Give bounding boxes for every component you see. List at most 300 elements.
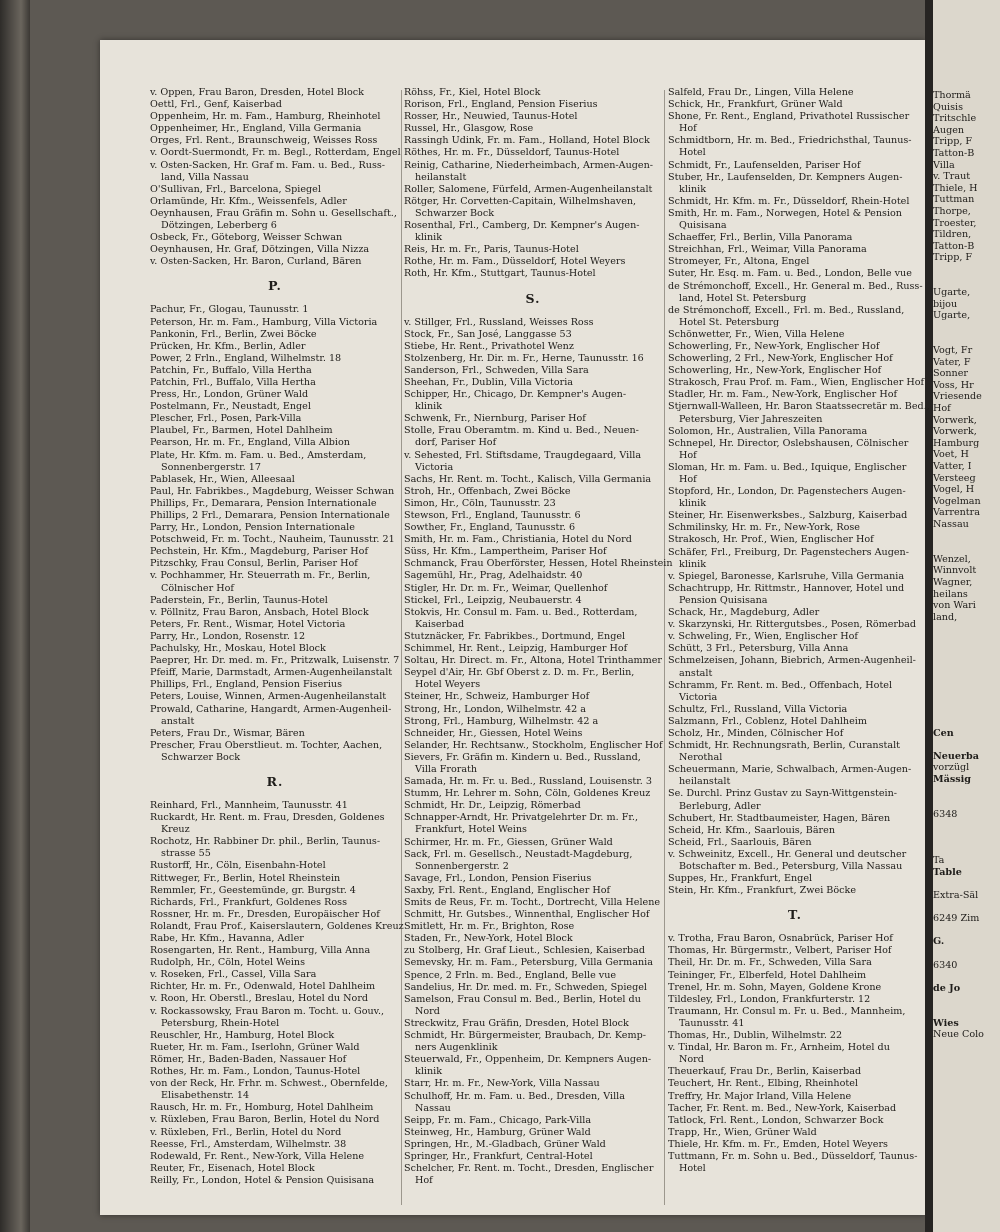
guest-entry-continuation: Villa Frorath xyxy=(415,763,478,775)
adjacent-page-line xyxy=(933,542,1000,554)
guest-entry-text: Sanderson, Frl., Schweden, Villa Sara xyxy=(404,364,589,376)
guest-entry xyxy=(404,268,662,280)
guest-entry-text: de Strémonchoff, Excell., Frl. m. Bed., Russland, xyxy=(668,304,905,316)
guest-entry xyxy=(150,619,400,631)
guest-entry-continuation: klinik xyxy=(679,498,707,510)
guest-entry xyxy=(404,87,662,99)
guest-entry xyxy=(668,208,922,232)
guest-entry-text: Schmidt, Fr., Laufenselden, Pariser Hof xyxy=(668,159,861,171)
guest-entry-text: Staden, Fr., New-York, Hotel Block xyxy=(404,933,573,945)
guest-entry xyxy=(150,389,400,401)
guest-entry xyxy=(668,160,922,172)
guest-entry-text: Sowther, Fr., England, Taunusstr. 6 xyxy=(404,522,576,534)
guest-entry xyxy=(404,728,662,740)
adjacent-page-line xyxy=(933,994,1000,1006)
guest-entry xyxy=(404,147,662,159)
guest-entry-continuation: Kaiserbad xyxy=(415,618,465,630)
adjacent-page-line: Vogt, Fr xyxy=(933,345,973,357)
guest-entry-text: Schipper, Hr., Chicago, Dr. Kempner's Augen- xyxy=(404,389,627,401)
guest-entry xyxy=(150,643,400,655)
guest-entry xyxy=(404,99,662,111)
guest-entry-continuation: land, Villa Nassau xyxy=(161,171,249,183)
guest-entry-text: O'Sullivan, Frl., Barcelona, Spiegel xyxy=(150,183,321,195)
guest-entry-continuation: Petersburg, Vier Jahreszeiten xyxy=(679,413,823,425)
adjacent-page-line xyxy=(933,322,1000,334)
guest-entry xyxy=(404,546,662,558)
guest-entry-text: Rassingh Udink, Fr. m. Fam., Holland, Hotel Block xyxy=(404,135,650,147)
guest-entry xyxy=(404,704,662,716)
guest-entry xyxy=(150,558,400,570)
guest-entry xyxy=(404,1030,662,1054)
guest-entry-text: Strong, Hr., London, Wilhelmstr. 42 a xyxy=(404,703,587,715)
adjacent-page-line: von Wari xyxy=(933,600,976,612)
guest-entry xyxy=(404,111,662,123)
guest-entry xyxy=(150,377,400,389)
adjacent-page-line: Winnvolt xyxy=(933,565,977,577)
guest-entry-text: Parry, Hr., London, Pension Internationale xyxy=(150,522,355,534)
adjacent-page-line: Thormä xyxy=(933,90,971,101)
guest-entry-text: Se. Durchl. Prinz Gustav zu Sayn-Wittgenstein- xyxy=(668,788,898,800)
guest-entry-continuation: Schwarzer Bock xyxy=(415,207,495,219)
guest-entry-text: Potschweid, Fr. m. Tocht., Nauheim, Taunusstr. 21 xyxy=(150,534,395,546)
guest-entry xyxy=(150,570,400,594)
guest-entry-text: Rötger, Hr. Corvetten-Capitain, Wilhelmshaven, xyxy=(404,195,637,207)
guest-entry xyxy=(668,813,922,825)
guest-entry xyxy=(404,994,662,1018)
guest-entry-text: Scheid, Hr. Kfm., Saarlouis, Bären xyxy=(668,824,835,836)
guest-entry xyxy=(404,595,662,607)
guest-entry xyxy=(404,897,662,909)
guest-entry-text: Trenel, Hr. m. Sohn, Mayen, Goldene Krone xyxy=(668,981,882,993)
guest-entry-text: Salfeld, Frau Dr., Lingen, Villa Helene xyxy=(668,87,854,98)
guest-entry-text: Röthes, Hr. m. Fr., Düsseldorf, Taunus-Hotel xyxy=(404,147,620,159)
guest-entry-text: Springen, Hr., M.-Gladbach, Grüner Wald xyxy=(404,1138,606,1150)
guest-entry-text: v. Pochhammer, Hr. Steuerrath m. Fr., Berlin, xyxy=(150,570,371,582)
guest-entry-text: Paderstein, Fr., Berlin, Taunus-Hotel xyxy=(150,594,328,606)
guest-entry xyxy=(404,909,662,921)
guest-entry xyxy=(668,728,922,740)
guest-entry-text: Schowerling, 2 Frl., New-York, Englischer Hof xyxy=(668,353,893,365)
guest-entry-text: Schelcher, Fr. Rent. m. Tocht., Dresden, Englischer xyxy=(404,1163,654,1175)
guest-entry-continuation: klinik xyxy=(679,558,707,570)
guest-entry xyxy=(150,981,400,993)
guest-entry xyxy=(150,945,400,957)
guest-entry xyxy=(668,1006,922,1030)
guest-entry xyxy=(150,655,400,667)
adjacent-page-line: bijou xyxy=(933,298,958,310)
guest-entry-text: Schachtrupp, Hr. Rittmstr., Hannover, Hotel und xyxy=(668,582,905,594)
guest-entry-continuation: klinik xyxy=(415,232,443,244)
guest-entry xyxy=(668,135,922,159)
book-spine-gutter xyxy=(925,0,933,1232)
guest-entry-text: Postelmann, Fr., Neustadt, Engel xyxy=(150,401,311,413)
guest-entry xyxy=(150,969,400,981)
guest-entry-text: Scheid, Frl., Saarlouis, Bären xyxy=(668,836,812,848)
guest-entry-continuation: klinik xyxy=(415,1066,443,1078)
adjacent-page-line: heilans xyxy=(933,588,968,600)
guest-entry-text: Streichhan, Frl., Weimar, Villa Panorama xyxy=(668,244,867,256)
guest-entry-text: Scholz, Hr., Minden, Cölnischer Hof xyxy=(668,727,844,739)
guest-entry xyxy=(668,1115,922,1127)
guest-entry-text: Prowald, Catharine, Hangardt, Armen-Augenheil- xyxy=(150,703,392,715)
guest-entry xyxy=(150,1042,400,1054)
guest-entry xyxy=(404,184,662,196)
guest-entry xyxy=(150,1151,400,1163)
guest-entry-text: Rothe, Hr. m. Fam., Düsseldorf, Hotel Weyers xyxy=(404,256,626,268)
guest-entry-text: Schmitt, Hr. Gutsbes., Winnenthal, Englischer Hof xyxy=(404,909,650,921)
guest-entry xyxy=(668,510,922,522)
guest-entry-text: Steinweg, Hr., Hamburg, Grüner Wald xyxy=(404,1126,591,1138)
guest-entry xyxy=(404,716,662,728)
guest-entry-text: Oettl, Frl., Genf, Kaiserbad xyxy=(150,99,282,111)
guest-entry-text: Phillips, Fr., Demarara, Pension Internationale xyxy=(150,497,377,509)
guest-entry xyxy=(404,643,662,655)
guest-entry xyxy=(150,413,400,425)
guest-entry-text: Rosenthal, Frl., Camberg, Dr. Kempner's Augen- xyxy=(404,220,640,232)
adjacent-page-line: Mässig xyxy=(933,774,971,786)
guest-entry xyxy=(668,172,922,196)
section-letter-heading: R. xyxy=(266,773,284,789)
guest-entry xyxy=(404,812,662,836)
guest-entry-text: Scheuermann, Marie, Schwalbach, Armen-Augen- xyxy=(668,764,912,776)
guest-entry xyxy=(404,1139,662,1151)
adjacent-page-line xyxy=(933,681,1000,693)
guest-entry xyxy=(404,837,662,849)
guest-entry-text: Reinhard, Frl., Mannheim, Taunusstr. 41 xyxy=(150,799,348,811)
guest-entry xyxy=(404,510,662,522)
guest-entry xyxy=(150,607,400,619)
guest-entry-text: v. Roon, Hr. Oberstl., Breslau, Hotel du Nord xyxy=(150,993,369,1005)
guest-entry-continuation: Nord xyxy=(679,1054,704,1066)
guest-entry-continuation: anstalt xyxy=(679,667,713,679)
guest-entry-text: v. Schweling, Fr., Wien, Englischer Hof xyxy=(668,631,858,643)
guest-entry-text: Steiner, Hr. Eisenwerksbes., Salzburg, Kaiserbad xyxy=(668,510,908,522)
guest-entry xyxy=(668,945,922,957)
guest-entry-text: Schmelzeisen, Johann, Biebrich, Armen-Augenheil- xyxy=(668,655,916,667)
guest-entry-text: Schneider, Hr., Giessen, Hotel Weins xyxy=(404,727,583,739)
guest-entry-text: Sievers, Fr. Gräfin m. Kindern u. Bed., Russland, xyxy=(404,751,641,763)
adjacent-page-line: Thorpe, xyxy=(933,205,971,217)
guest-entry-text: Sachs, Hr. Rent. m. Tocht., Kalisch, Villa Germania xyxy=(404,473,652,485)
adjacent-page-line: 6348 xyxy=(933,808,958,820)
guest-entry-continuation: Sonnenbergerstr. 17 xyxy=(161,461,261,473)
adjacent-page-line: Vogelman xyxy=(933,495,981,507)
guest-entry-continuation: Hof xyxy=(679,449,697,461)
adjacent-page-line xyxy=(933,623,1000,635)
adjacent-page-line: Tatton-B xyxy=(933,147,975,159)
guest-entry xyxy=(668,111,922,135)
directory-column-2 xyxy=(404,87,673,1187)
guest-entry xyxy=(404,1078,662,1090)
guest-entry xyxy=(404,486,662,498)
guest-entry-text: Rudolph, Hr., Cöln, Hotel Weins xyxy=(150,957,306,969)
guest-entry-text: Schnepel, Hr. Director, Oslebshausen, Cölnischer xyxy=(668,437,909,449)
guest-entry xyxy=(668,788,922,812)
guest-entry-text: Sandelius, Hr. Dr. med. m. Fr., Schweden, Spiegel xyxy=(404,981,647,993)
adjacent-page-line: Vorwerk, xyxy=(933,426,977,438)
guest-entry-text: Osbeck, Fr., Göteborg, Weisser Schwan xyxy=(150,232,343,244)
guest-entry-text: Stock, Fr., San José, Langgasse 53 xyxy=(404,328,572,340)
guest-entry xyxy=(404,413,662,425)
guest-entry xyxy=(668,389,922,401)
guest-entry xyxy=(668,643,922,655)
guest-entry xyxy=(404,1018,662,1030)
adjacent-page-line: Tildren, xyxy=(933,229,972,241)
guest-entry-text: Pachur, Fr., Glogau, Taunusstr. 1 xyxy=(150,304,309,316)
guest-entry-continuation: Hof xyxy=(679,474,697,485)
guest-entry-text: Solomon, Hr., Australien, Villa Panorama xyxy=(668,425,868,437)
guest-entry-text: Rosengarten, Hr. Rent., Hamburg, Villa Anna xyxy=(150,945,371,957)
guest-entry-text: Smith, Hr. m. Fam., Norwegen, Hotel & Pension xyxy=(668,207,902,219)
guest-entry xyxy=(404,522,662,534)
guest-entry xyxy=(404,196,662,220)
guest-entry xyxy=(404,450,662,474)
section-letter-heading: P. xyxy=(268,278,282,294)
guest-entry-text: Strakosch, Frau Prof. m. Fam., Wien, Englischer Hof xyxy=(668,377,925,389)
guest-entry xyxy=(668,305,922,329)
guest-entry xyxy=(404,570,662,582)
guest-entry xyxy=(150,341,400,353)
guest-entry xyxy=(404,849,662,873)
adjacent-page-line: Voss, Hr xyxy=(933,379,974,391)
guest-entry-text: Schmidtborn, Hr. m. Bed., Friedrichsthal, Taunus- xyxy=(668,135,912,147)
guest-entry-text: Peters, Fr. Rent., Wismar, Hotel Victoria xyxy=(150,618,346,630)
guest-entry xyxy=(150,450,400,474)
guest-entry xyxy=(404,800,662,812)
adjacent-page-line: Cen xyxy=(933,727,954,739)
guest-entry xyxy=(668,1091,922,1103)
guest-entry xyxy=(404,607,662,631)
guest-entry-text: Reilly, Fr., London, Hotel & Pension Quisisana xyxy=(150,1174,375,1186)
guest-entry-text: Schmidt, Hr. Dr., Leipzig, Römerbad xyxy=(404,800,581,812)
guest-entry-text: v. Schweinitz, Excell., Hr. General und deutscher xyxy=(668,848,907,860)
guest-entry-text: Reis, Hr. m. Fr., Paris, Taunus-Hotel xyxy=(404,244,579,256)
adjacent-page-line: Tripp, F xyxy=(933,252,973,264)
guest-entry xyxy=(404,1127,662,1139)
adjacent-page-line: Villa xyxy=(933,159,955,171)
guest-entry xyxy=(404,220,662,244)
guest-entry-text: Schwenk, Fr., Niernburg, Pariser Hof xyxy=(404,413,586,425)
guest-entry xyxy=(150,486,400,498)
guest-entry xyxy=(150,353,400,365)
guest-entry xyxy=(668,655,922,679)
guest-entry-text: Schnapper-Arndt, Hr. Privatgelehrter Dr. m. Fr., xyxy=(404,812,639,824)
guest-entry-text: Oeynhausen, Frau Gräfin m. Sohn u. Gesellschaft., xyxy=(150,207,397,219)
guest-entry xyxy=(404,534,662,546)
guest-entry xyxy=(150,87,400,99)
guest-entry-text: Theuerkauf, Frau Dr., Berlin, Kaiserbad xyxy=(668,1066,862,1078)
guest-entry-text: v. Rockassowsky, Frau Baron m. Tocht. u. Gouv., xyxy=(150,1005,385,1017)
adjacent-page-line: Tritschle xyxy=(933,113,977,125)
guest-entry xyxy=(668,885,922,897)
guest-entry xyxy=(150,99,400,111)
guest-entry-continuation: klinik xyxy=(415,401,443,413)
guest-entry xyxy=(404,1163,662,1187)
guest-entry xyxy=(668,619,922,631)
guest-entry-text: Oppenheim, Hr. m. Fam., Hamburg, Rheinhotel xyxy=(150,111,381,123)
guest-entry xyxy=(404,160,662,184)
guest-entry xyxy=(404,1091,662,1115)
guest-entry-text: Rueter, Hr. m. Fam., Iserlohn, Grüner Wald xyxy=(150,1041,360,1053)
guest-entry-text: Schmilinsky, Hr. m. Fr., New-York, Rose xyxy=(668,522,860,534)
guest-entry xyxy=(404,317,662,329)
adjacent-page-line: Vogel, H xyxy=(933,484,975,496)
guest-entry-text: Sloman, Hr. m. Fam. u. Bed., Iquique, Englischer xyxy=(668,461,907,473)
guest-entry xyxy=(404,583,662,595)
guest-entry-text: Treffry, Hr. Major Irland, Villa Helene xyxy=(668,1090,852,1102)
guest-entry xyxy=(668,329,922,341)
guest-entry xyxy=(150,546,400,558)
guest-entry-text: v. Trotha, Frau Baron, Osnabrück, Pariser Hof xyxy=(668,933,893,945)
guest-entry-text: Schowerling, Fr., New-York, Englischer Hof xyxy=(668,340,880,352)
guest-entry xyxy=(668,244,922,256)
guest-entry xyxy=(404,256,662,268)
guest-entry-continuation: heilanstalt xyxy=(679,776,731,788)
guest-entry xyxy=(150,522,400,534)
guest-entry xyxy=(150,111,400,123)
guest-entry xyxy=(150,595,400,607)
guest-entry xyxy=(150,317,400,329)
guest-entry-text: Pearson, Hr. m. Fr., England, Villa Albion xyxy=(150,437,350,449)
guest-entry xyxy=(668,534,922,546)
guest-entry xyxy=(150,184,400,196)
adjacent-page-line: Troester, xyxy=(933,217,977,229)
guest-entry-text: Stolle, Frau Oberamtm. m. Kind u. Bed., Neuen- xyxy=(404,425,639,437)
adjacent-page-line: Ugarte, xyxy=(933,310,971,322)
adjacent-page-line: Wenzel, xyxy=(933,553,971,565)
guest-entry-continuation: Pension Quisisana xyxy=(679,594,768,606)
guest-entry-text: Rothes, Hr. m. Fam., London, Taunus-Hotel xyxy=(150,1066,361,1078)
guest-entry xyxy=(404,873,662,885)
guest-entry-text: Thomas, Hr., Dublin, Wilhelmstr. 22 xyxy=(668,1030,843,1042)
guest-entry xyxy=(150,208,400,232)
guest-entry-text: Press, Hr., London, Grüner Wald xyxy=(150,389,309,401)
guest-entry xyxy=(150,993,400,1005)
guest-entry xyxy=(150,631,400,643)
guest-entry xyxy=(404,667,662,691)
guest-entry xyxy=(404,740,662,752)
guest-entry xyxy=(150,425,400,437)
guest-entry xyxy=(150,933,400,945)
guest-entry xyxy=(404,498,662,510)
adjacent-page-line: Tripp, F xyxy=(933,136,973,148)
adjacent-page-line xyxy=(933,704,1000,716)
adjacent-page-line: Tatton-B xyxy=(933,240,975,252)
adjacent-page-line: Tuttman xyxy=(933,194,975,206)
guest-entry-text: Schmidt, Hr. Rechnungsrath, Berlin, Curanstalt xyxy=(668,740,901,752)
adjacent-page-line: Hamburg xyxy=(933,437,980,449)
guest-entry-text: Sack, Frl. m. Gesellsch., Neustadt-Magdeburg, xyxy=(404,848,633,860)
guest-entry xyxy=(404,135,662,147)
guest-entry xyxy=(668,631,922,643)
guest-entry-text: Russel, Hr., Glasgow, Rose xyxy=(404,123,534,135)
adjacent-page-line: Vriesende xyxy=(933,391,982,403)
guest-entry-text: Schulhoff, Hr. m. Fam. u. Bed., Dresden, Villa xyxy=(404,1090,625,1102)
guest-entry-text: Schick, Hr., Frankfurt, Grüner Wald xyxy=(668,99,843,111)
adjacent-page-line: Voet, H xyxy=(933,449,969,461)
guest-entry-text: Oppenheimer, Hr., England, Villa Germania xyxy=(150,123,362,135)
guest-entry xyxy=(668,268,922,280)
book-cover-edge xyxy=(0,0,30,1232)
adjacent-page-line: Vorwerk, xyxy=(933,414,977,426)
adjacent-page-line: Wies xyxy=(933,1017,959,1029)
guest-entry xyxy=(404,631,662,643)
guest-entry-text: Starr, Hr. m. Fr., New-York, Villa Nassau xyxy=(404,1078,600,1090)
guest-entry-text: Phillips, Frl., England, Pension Fiserius xyxy=(150,679,343,691)
guest-entry-text: Simon, Hr., Cöln, Taunusstr. 23 xyxy=(404,497,556,509)
guest-entry xyxy=(150,1139,400,1151)
guest-entry-text: v. Skarzynski, Hr. Rittergutsbes., Posen, Römerbad xyxy=(668,619,916,631)
guest-entry xyxy=(150,691,400,703)
adjacent-page-line xyxy=(933,1006,1000,1018)
guest-entry-text: Süss, Hr. Kfm., Lampertheim, Pariser Hof xyxy=(404,546,607,558)
adjacent-page-line xyxy=(933,670,1000,682)
guest-entry xyxy=(404,885,662,897)
adjacent-page-line xyxy=(933,820,1000,832)
adjacent-page-line xyxy=(933,739,1000,751)
guest-entry xyxy=(668,716,922,728)
adjacent-page-line: Ta xyxy=(933,855,945,867)
guest-entry xyxy=(150,1114,400,1126)
guest-entry xyxy=(404,341,662,353)
guest-entry-text: Stumm, Hr. Lehrer m. Sohn, Cöln, Goldenes Kreuz xyxy=(404,788,651,800)
guest-entry xyxy=(668,1066,922,1078)
guest-entry-text: Pachulsky, Hr., Moskau, Hotel Block xyxy=(150,643,326,655)
guest-entry xyxy=(150,534,400,546)
guest-entry-text: v. Osten-Sacken, Hr. Graf m. Fam. u. Bed., Russ- xyxy=(150,159,386,171)
adjacent-page-line: Quisis xyxy=(933,101,964,113)
adjacent-page-line xyxy=(933,925,1000,937)
guest-entry-text: Pfeiff, Marie, Darmstadt, Armen-Augenheilanstalt xyxy=(150,667,393,679)
guest-entry-continuation: Cölnischer Hof xyxy=(161,582,234,594)
guest-entry-continuation: Hotel xyxy=(679,147,706,159)
guest-entry-text: Reinig, Catharine, Niederheimbach, Armen-Augen- xyxy=(404,159,654,171)
guest-entry-text: Theil, Hr. Dr. m. Fr., Schweden, Villa Sara xyxy=(668,957,872,969)
guest-entry-text: Spence, 2 Frln. m. Bed., England, Belle vue xyxy=(404,969,617,981)
guest-entry xyxy=(150,897,400,909)
guest-entry xyxy=(668,571,922,583)
guest-entry-text: Smits de Reus, Fr. m. Tocht., Dortrecht, Villa Helene xyxy=(404,897,661,908)
guest-entry xyxy=(668,994,922,1006)
adjacent-page-line: Extra-Säl xyxy=(933,889,979,901)
guest-entry-text: Oeynhausen, Hr. Graf, Dötzingen, Villa Nizza xyxy=(150,244,370,256)
adjacent-page-line: Varrentra xyxy=(933,507,980,519)
guest-entry xyxy=(668,933,922,945)
guest-entry-text: Rausch, Hr. m. Fr., Homburg, Hotel Dahlheim xyxy=(150,1102,374,1114)
guest-entry-text: Sheehan, Fr., Dublin, Villa Victoria xyxy=(404,376,573,388)
guest-entry-text: Savage, Frl., London, Pension Fiserius xyxy=(404,872,592,884)
guest-entry xyxy=(668,99,922,111)
guest-entry xyxy=(150,1030,400,1042)
guest-entry-text: Suter, Hr. Esq. m. Fam. u. Bed., London, Belle vue xyxy=(668,268,912,280)
guest-entry-text: Steuerwald, Fr., Oppenheim, Dr. Kempners Augen- xyxy=(404,1054,652,1066)
guest-entry-text: Schirmer, Hr. m. Fr., Giessen, Grüner Wald xyxy=(404,836,613,848)
guest-entry-text: Streckwitz, Frau Gräfin, Dresden, Hotel Block xyxy=(404,1017,629,1029)
adjacent-page-line: Ugarte, xyxy=(933,287,971,299)
guest-entry xyxy=(404,655,662,667)
adjacent-page-line xyxy=(933,797,1000,809)
adjacent-page-line xyxy=(933,333,1000,345)
guest-entry xyxy=(404,389,662,413)
guest-entry xyxy=(404,474,662,486)
guest-entry xyxy=(150,196,400,208)
guest-entry xyxy=(668,486,922,510)
adjacent-page-line: 6340 xyxy=(933,959,958,971)
adjacent-page-line xyxy=(933,658,1000,670)
guest-entry xyxy=(404,752,662,776)
guest-entry-text: Pankonin, Frl., Berlin, Zwei Böcke xyxy=(150,328,317,340)
guest-entry-text: Reuter, Fr., Eisenach, Hotel Block xyxy=(150,1162,315,1174)
